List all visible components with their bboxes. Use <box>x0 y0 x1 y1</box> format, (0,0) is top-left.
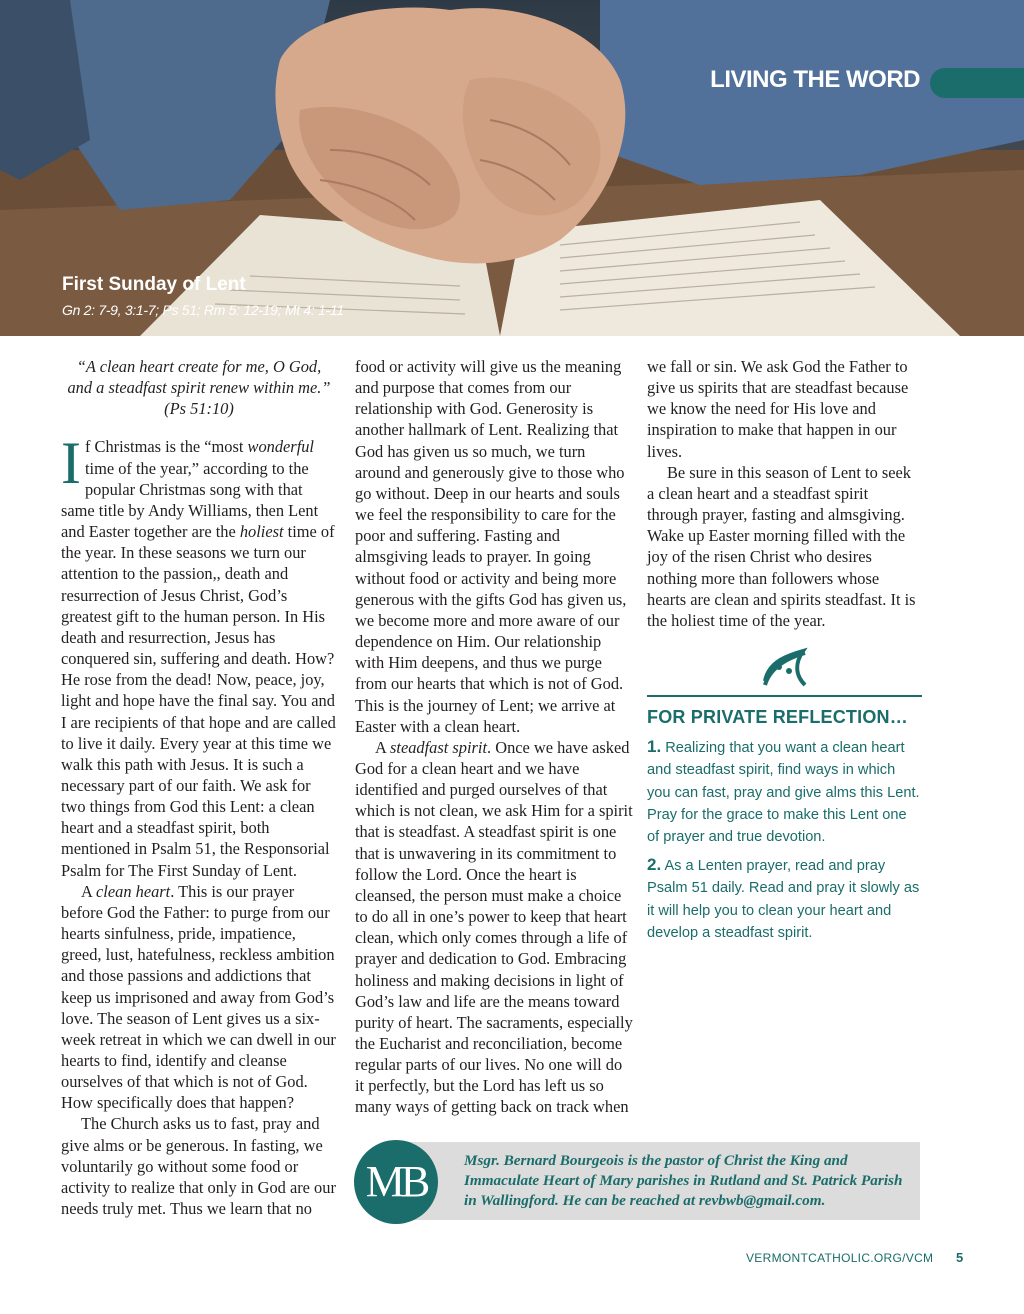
article-paragraph: Be sure in this season of Lent to seek a clean heart and a steadfast spirit through prayer, fasting and almsgiving. Wake up Easter morning filled with the joy of the risen Christ who desires nothing more than followers whose hearts are clean and spirits steadfast. It is the holiest time of the year. <box>647 462 916 630</box>
article-paragraph: The Church asks us to fast, pray and give alms or be generous. In fasting, we voluntarily go without some food or activity to realize that only in God are our needs truly met. Thus we learn that no <box>61 1114 336 1219</box>
section-title: LIVING THE WORD <box>710 66 920 93</box>
drop-cap: I <box>61 430 81 497</box>
article-column-1 <box>61 356 337 1219</box>
article-paragraph <box>61 881 337 1114</box>
text-run: time of the year. In these seasons we turn our attention to the passion,, death and resurrection of Jesus Christ, God’s greatest gift to the human person. In His death and resurrection, Jesus has conquered sin, suffering and death. How? He rose from the dead! Now, peace, joy, light and hope have the final say. You and I are recipients of that hope and are called to live it daily. Every year at this time we walk this path with Jesus. It is such a necessary part of our faith. We ask for two things from God this Lent: a clean heart and a steadfast spirit, both mentioned in Psalm 51, the Responsorial Psalm for The First Sunday of Lent. <box>61 522 336 880</box>
sunday-title: First Sunday of Lent <box>62 274 246 295</box>
emphasis: clean heart <box>96 881 171 901</box>
epigraph <box>61 356 337 419</box>
bio-text: Msgr. Bernard Bourgeois is the pastor of Christ the King and Immaculate Heart of Mary parishes in Rutland and St. Patrick Parish in Wallingford. He can be reached at revbwb@gmail.com. <box>464 1152 903 1209</box>
text-run: A <box>81 881 97 901</box>
emphasis: holiest <box>239 522 284 542</box>
scripture-references: Gn 2: 7-9, 3:1-7; Ps 51; Rm 5: 12-19; Mt 4: 1-11 <box>62 302 344 318</box>
section-tab-marker <box>930 68 1024 98</box>
ichthys-emblem-icon <box>759 647 811 689</box>
epigraph-citation: (Ps 51:10) <box>164 399 234 419</box>
reflection-number: 1. <box>647 737 662 757</box>
author-initials: MB <box>365 1157 427 1206</box>
article-column-2 <box>355 356 633 1118</box>
article-paragraph <box>355 737 633 1118</box>
page-number: 5 <box>956 1250 964 1265</box>
emphasis: steadfast spirit <box>390 737 488 757</box>
article-paragraph-continued <box>647 356 922 631</box>
epigraph-line-2: and a steadfast spirit renew within me.” <box>67 378 331 398</box>
emphasis: wonderful <box>247 437 314 457</box>
reflection-number: 2. <box>647 855 662 875</box>
article-paragraph-continued: food or activity will give us the meaning and purpose that comes from our relationship with God. Generosity is another hallmark of Lent. Realizing that God has given us so much, we turn around and generously give to those who go without. Deep in our hearts and souls we feel the responsibility to care for the poor and suffering. Fasting and almsgiving leads to prayer. In going without food or activity and being more generous with the gifts God has given us, we become more and more aware of our dependence on Him. Our relationship with Him deepens, and thus we purge from our hearts that which is not of God. This is the journey of Lent; we arrive at Easter with a clean heart. <box>355 357 627 736</box>
header-photo <box>0 0 1024 336</box>
text-run: . This is our prayer before God the Father: to purge from our hearts sinfulness, pride, impatience, greed, lust, hatefulness, reckless ambition and those passions and addictions that keep us imprisoned and away from God’s love. The season of Lent gives us a six-week retreat in which we can dwell in our hearts to find, identify and cleanse ourselves of that which is not of God. How specifically does that happen? <box>61 881 336 1113</box>
reflection-text: As a Lenten prayer, read and pray Psalm 51 daily. Read and pray it slowly as it will help you to clean your heart and develop a steadfast spirit. <box>647 858 920 941</box>
footer-url[interactable]: VERMONTCATHOLIC.ORG/VCM <box>746 1251 934 1265</box>
text-run: f Christmas is the “most <box>84 437 248 457</box>
article-paragraph-continued: we fall or sin. We ask God the Father to give us spirits that are steadfast because we know the need for His love and inspiration to make that happen in our lives. <box>647 357 909 461</box>
section-divider <box>647 695 922 697</box>
article-paragraph <box>61 430 337 880</box>
reflection-item <box>647 854 922 944</box>
author-initials-badge <box>354 1140 438 1224</box>
reflection-item <box>647 736 922 848</box>
text-run: A <box>375 737 391 757</box>
text-run: . Once we have asked God for a clean heart and we have identified and purged ourselves of that which is not clean, we ask Him for a spirit that is steadfast. A steadfast spirit is one that is unwavering in its commitment to follow the Lord. Once the heart is cleansed, the person must make a choice to do all in one’s power to keep that heart clean, which only comes through a life of prayer and dedication to God. Embracing holiness and making decisions in light of God’s law and life are the means toward purity of heart. The sacraments, especially the Eucharist and reconciliation, become regular parts of our lives. No one will do it perfectly, but the Lord has left us so many ways of getting back on track when <box>355 737 633 1117</box>
reflection-title: FOR PRIVATE REFLECTION… <box>647 707 908 728</box>
epigraph-line-1: “A clean heart create for me, O God, <box>76 357 322 376</box>
author-bio <box>354 1140 920 1224</box>
article-column-3 <box>647 356 922 950</box>
text-run: time of the year,” according to the popular Christmas song with that same title by Andy Williams, then Lent and Easter together are the <box>61 458 319 542</box>
reflection-text: Realizing that you want a clean heart and steadfast spirit, find ways in which you can fast, pray and give alms this Lent. Pray for the grace to make this Lent one of prayer and true devotion. <box>647 740 920 845</box>
